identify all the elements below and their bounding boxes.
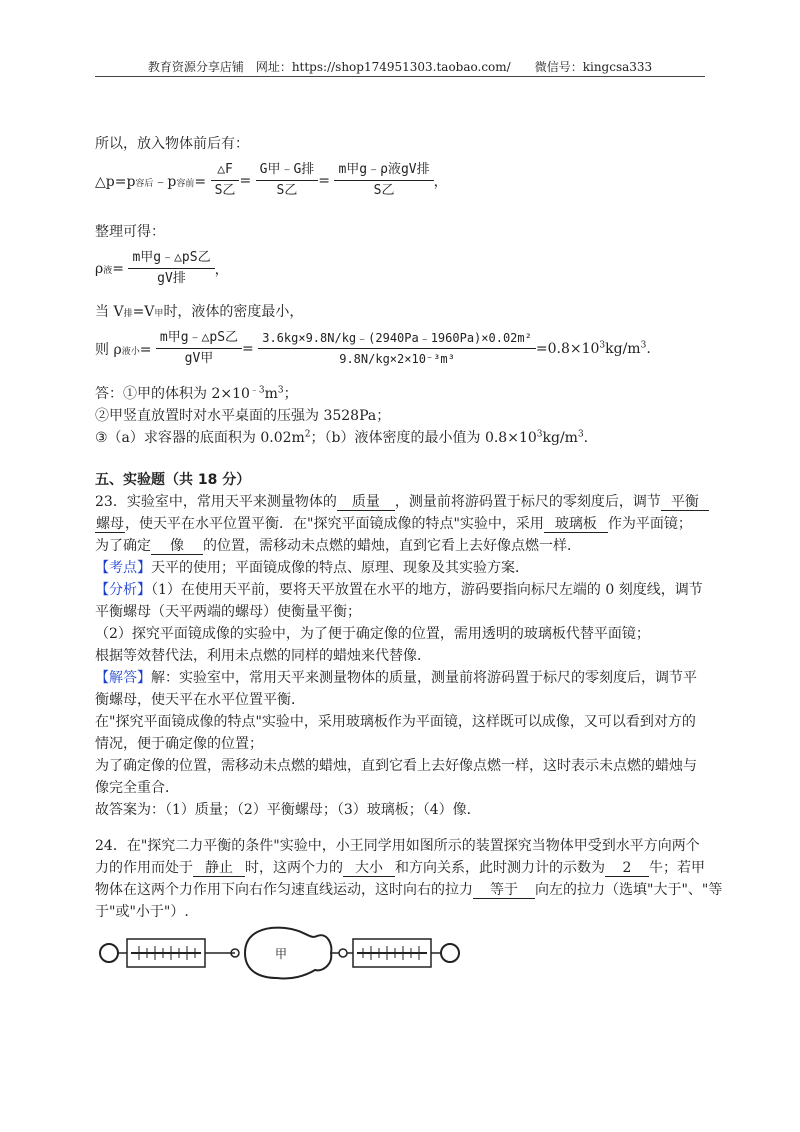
fraction-numeric: $\frac{\text{3.6kg×9.8N/kg﹣(2940Pa﹣1960Pa)×0.02m²}}{\text{9.8N/kg×2×10⁻³m³}}$ [258, 328, 536, 369]
answer-3: ③（a）求容器的底面积为 $0.02m^2$；（b）液体密度的最小值为 $0.8\times 10^3kg/m^3$. [95, 429, 589, 446]
q23-fenxi-1: 【分析】（1）在使用天平前，要将天平放置在水平的地方，游码要指向标尺左端的 0 刻度线，调节 [95, 582, 703, 598]
q23-jieda-2: 衡螺母，使天平在水平位置平衡． [95, 692, 305, 708]
q24-line-3: 物体在这两个力作用下向右作匀速直线运动，这时向右的拉力 等于 向左的拉力（选填"大于"、"等 [95, 882, 723, 898]
left-ring-icon [100, 944, 118, 962]
q23-jieda-6: 像完全重合． [95, 780, 179, 796]
q23-jieda-3: 在"探究平面镜成像的特点"实验中，采用玻璃板作为平面镜，这样既可以成像，又可以看到对方的 [95, 714, 696, 730]
q23-line-1: 23．实验室中，常用天平来测量物体的 质量 ，测量前将游码置于标尺的零刻度后，调节 平衡 [95, 492, 709, 512]
fraction-rho-min: $\frac{\text{m甲g﹣△pS乙}}{\text{gV甲}}$ [156, 328, 242, 369]
q23-fenxi-3: （2）探究平面镜成像的实验中，为了便于确定像的位置，需用透明的玻璃板代替平面镜； [95, 626, 650, 642]
right-spring-scale-icon [353, 939, 431, 967]
q24-line-4: 于"或"小于"）. [95, 904, 189, 920]
solution-intro: 所以，放入物体前后有： [95, 136, 249, 152]
q24-line-1: 24．在"探究二力平衡的条件"实验中，小王同学用如图所示的装置探究当物体甲受到水平方向两个 [95, 838, 700, 854]
q24-line-2: 力的作用而处于 静止 时，这两个力的 大小 和方向关系，此时测力计的示数为 2 牛；若甲 [95, 860, 705, 876]
page-header: 教育资源分享店铺 网址：https://shop174951303.taobao.com/ 微信号：kingcsa333 [147, 60, 653, 74]
left-spring-scale-icon [127, 939, 205, 967]
force-balance-figure [95, 922, 465, 988]
equation-3: 则 ρ液小= $\frac{\text{m甲g﹣△pS乙}}{\text{gV甲}}$ = $\frac{\text{3.6kg×9.8N/kg﹣(2940Pa﹣1960Pa)×0.02m²}}{\text{9.8N/kg×2×10⁻³m³}}$ $=0.8\times 10^3kg/m^3$. [95, 328, 651, 369]
answer-2: ②甲竖直放置时对水平桌面的压强为 3528Pa； [95, 408, 391, 424]
q23-jieda-1: 【解答】解：实验室中，常用天平来测量物体的质量，测量前将游码置于标尺的零刻度后，调节平 [95, 670, 697, 686]
q23-answer: 故答案为：（1）质量；（2）平衡螺母；（3）玻璃板；（4）像． [95, 802, 481, 818]
q23-line-2: 螺母，使天平在水平位置平衡．在"探究平面镜成像的特点"实验中，采用 玻璃板 作为平面镜； [96, 516, 692, 532]
object-jia-icon [245, 928, 331, 979]
q23-jieda-4: 情况，便于确定像的位置； [95, 736, 263, 752]
fraction-mg-s: $\frac{\text{m甲g﹣ρ液gV排}}{\text{S乙}}$ [334, 160, 433, 201]
q23-line-3: 为了确定 像 的位置，需移动未点燃的蜡烛，直到它看上去好像点燃一样． [95, 538, 581, 554]
fraction-rho: $\frac{\text{m甲g﹣△pS乙}}{\text{gV排}}$ [128, 248, 214, 289]
section-title: 五、实验题（共 18 分） [95, 472, 251, 488]
q23-fenxi-2: 平衡螺母（天平两端的螺母）使衡量平衡； [95, 604, 361, 620]
q23-fenxi-4: 根据等效替代法，利用未点燃的同样的蜡烛来代替像． [95, 648, 431, 664]
fraction-df-s: $\frac{\triangle F}{\text{S乙}}$ [211, 160, 240, 201]
object-label: 甲 [274, 947, 288, 961]
fraction-g-s: $\frac{\text{G甲﹣G排}}{\text{S乙}}$ [256, 160, 319, 201]
arrange-text: 整理可得： [95, 224, 165, 240]
right-hook-icon [339, 949, 347, 957]
equation-1: △p=p容后﹣p容前= $\frac{\triangle F}{\text{S乙}}$ = $\frac{\text{G甲﹣G排}}{\text{S乙}}$ = $\frac{\text{m甲g﹣ρ液gV排}}{\text{S乙}}$ ， [95, 160, 448, 201]
q23-jieda-5: 为了确定像的位置，需移动未点燃的蜡烛，直到它看上去好像点燃一样，这时表示未点燃的蜡烛与 [95, 758, 697, 774]
right-ring-icon [441, 944, 459, 962]
when-text: 当 V排=V甲时，液体的密度最小， [95, 304, 304, 320]
header-rule [95, 76, 705, 77]
q23-kaodian: 【考点】天平的使用；平面镜成像的特点、原理、现象及其实验方案． [95, 560, 529, 576]
answer-1: 答：①甲的体积为 $2\times 10^{﹣3}m^3$； [95, 385, 298, 402]
equation-2: ρ液= $\frac{\text{m甲g﹣△pS乙}}{\text{gV排}}$ ， [95, 248, 229, 289]
